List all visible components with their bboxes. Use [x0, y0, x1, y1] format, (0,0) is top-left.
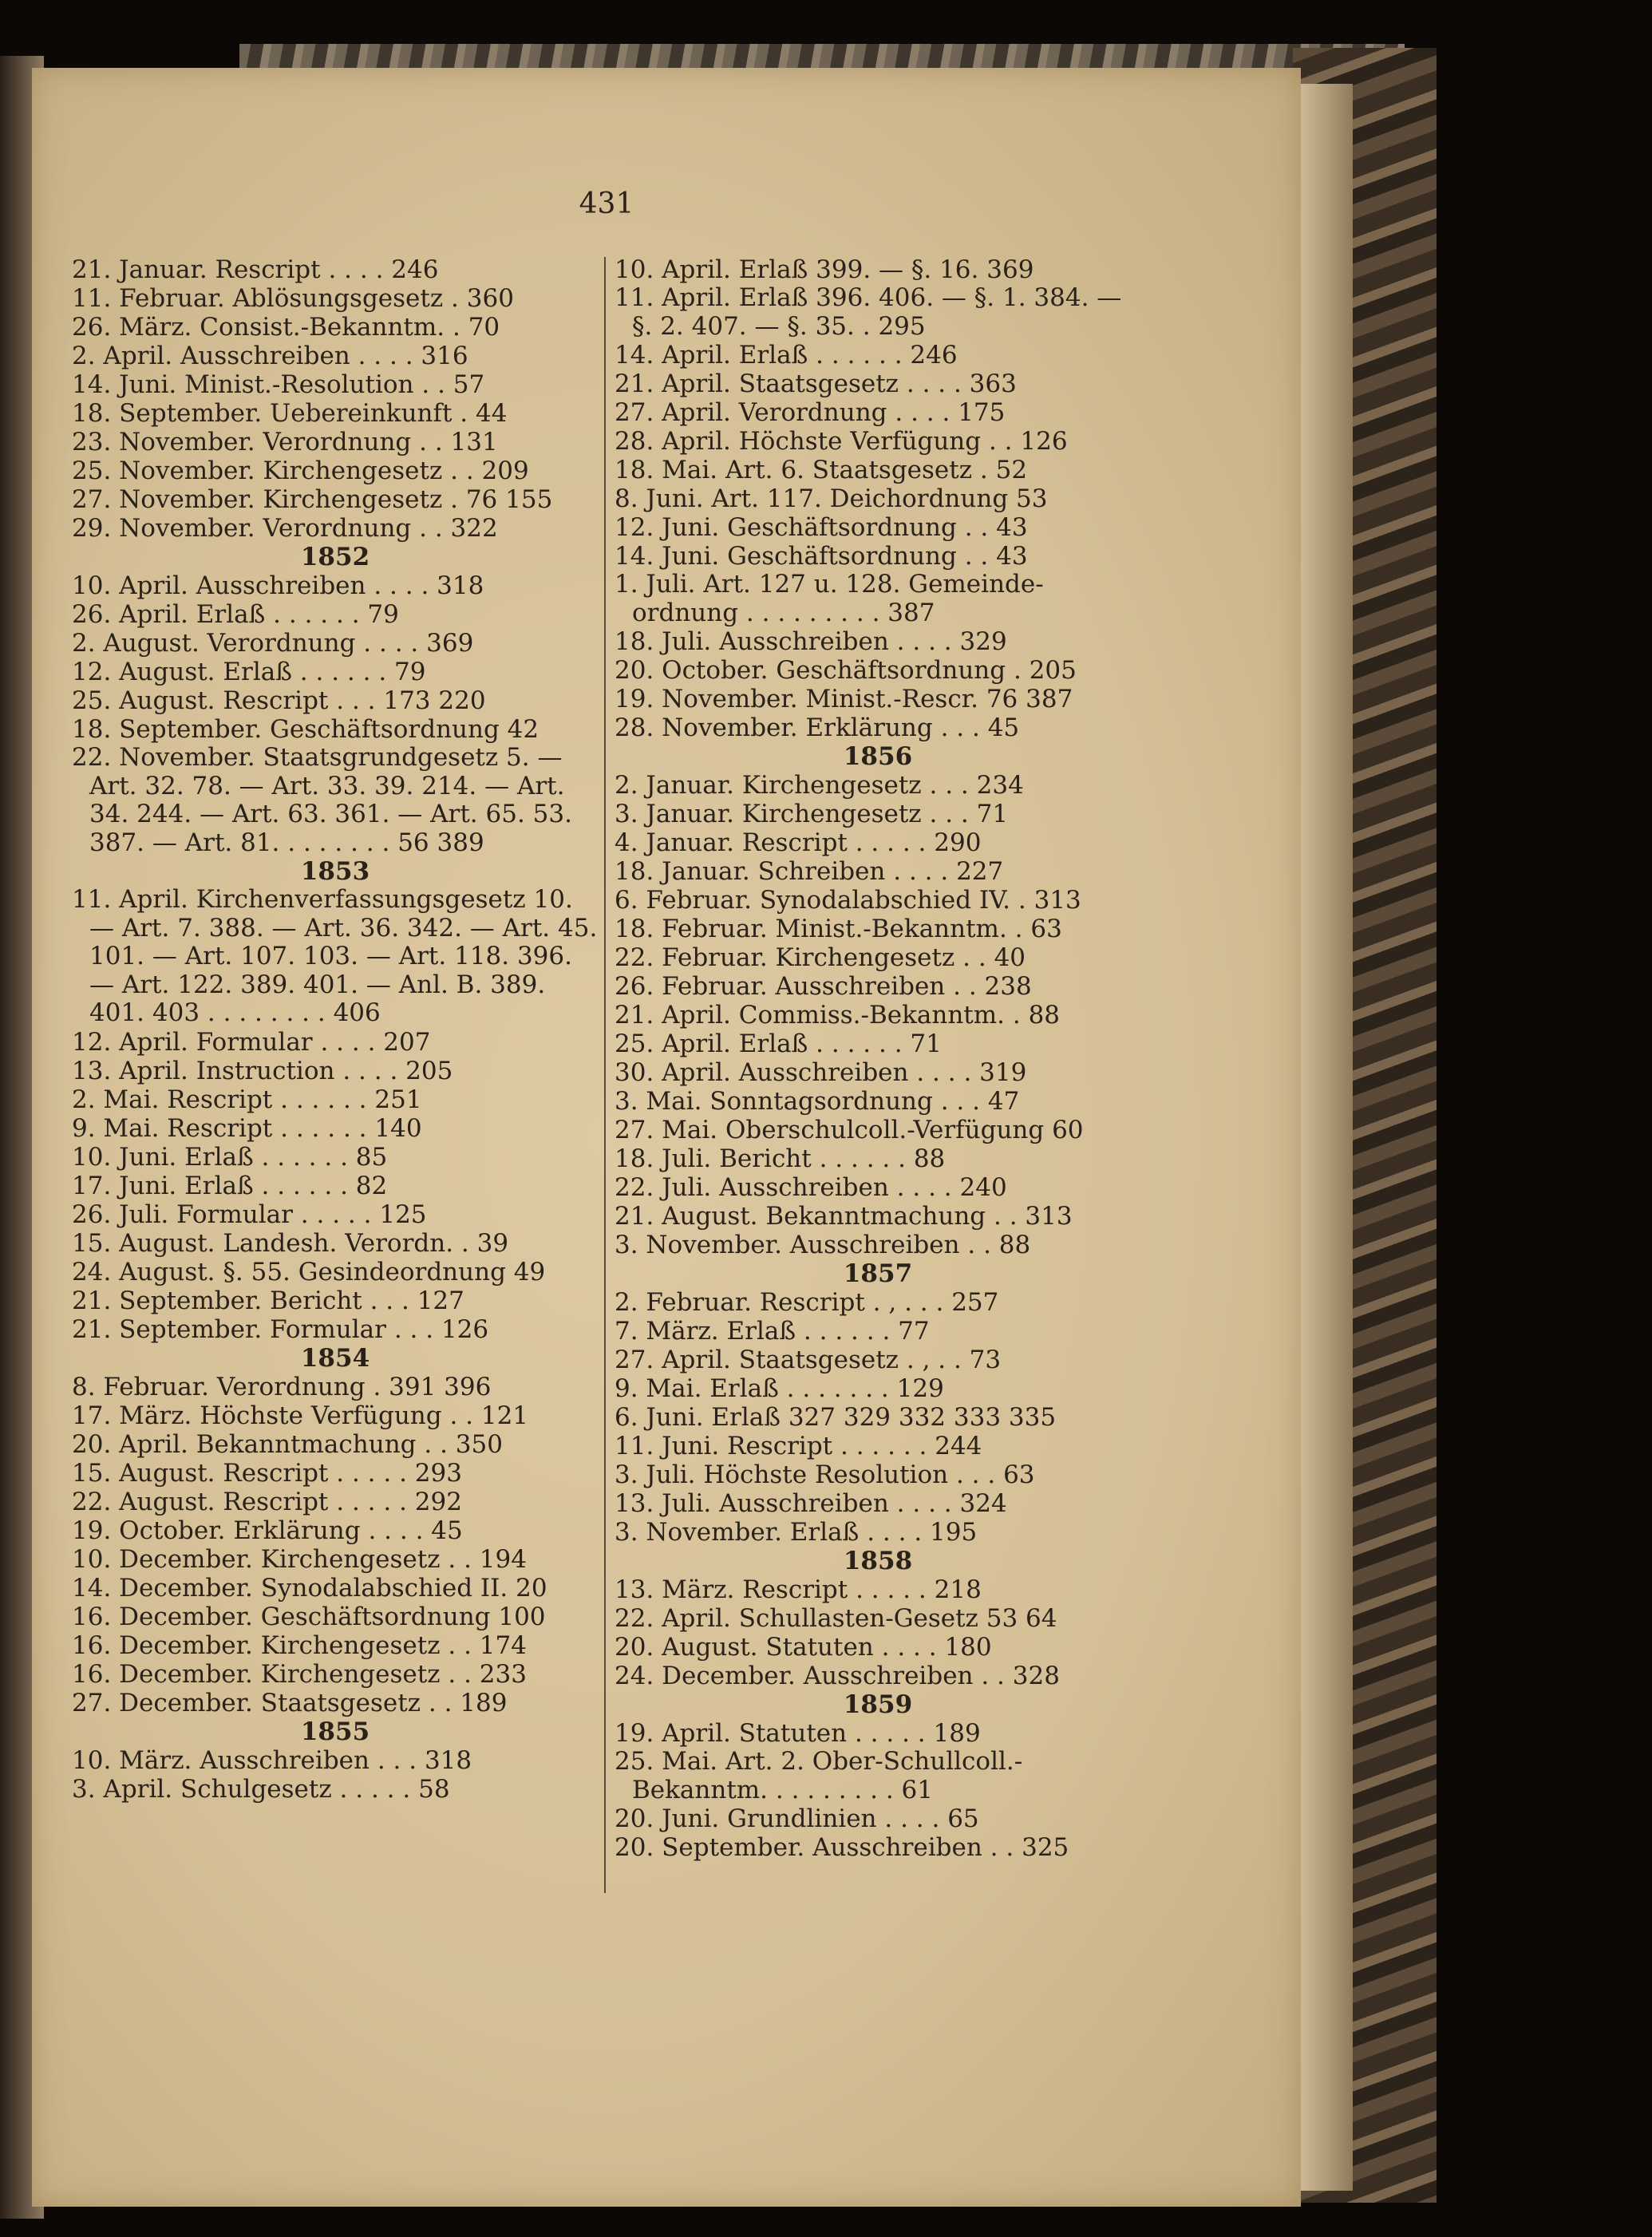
index-entry: 21. September. Formular . . . 126 — [72, 1314, 489, 1344]
year-heading: 1858 — [843, 1547, 913, 1575]
year-heading: 1853 — [300, 857, 370, 886]
index-entry: 10. December. Kirchengesetz . . 194 — [72, 1544, 527, 1574]
index-entry: 3. April. Schulgesetz . . . . . 58 — [72, 1774, 450, 1804]
index-entry: 27. December. Staatsgesetz . . 189 — [72, 1688, 508, 1717]
index-entry: 22. Juli. Ausschreiben . . . . 240 — [615, 1173, 1007, 1202]
index-entry: 7. März. Erlaß . . . . . . 77 — [615, 1317, 930, 1346]
year-heading: 1855 — [300, 1717, 370, 1746]
index-entry: 26. April. Erlaß . . . . . . 79 — [72, 600, 399, 629]
index-column-left — [72, 255, 599, 1804]
index-entry: 18. Januar. Schreiben . . . . 227 — [615, 857, 1004, 886]
index-entry: 10. März. Ausschreiben . . . 318 — [72, 1745, 472, 1775]
year-heading: 1857 — [843, 1259, 913, 1288]
year-heading: 1856 — [843, 742, 913, 771]
index-entry: 10. Juni. Erlaß . . . . . . 85 — [72, 1142, 388, 1172]
index-entry: 22. April. Schullasten-Gesetz 53 64 — [615, 1604, 1057, 1633]
index-entry: 11. April. Erlaß 396. 406. — §. 1. 384. — §. 2. 407. — §. 35. . 295 — [615, 284, 1122, 341]
index-entry: 10. April. Ausschreiben . . . . 318 — [72, 571, 484, 600]
index-entry: 20. April. Bekanntmachung . . 350 — [72, 1429, 503, 1459]
index-entry: 23. November. Verordnung . . 131 — [72, 428, 498, 456]
index-entry: 8. Juni. Art. 117. Deichordnung 53 — [615, 484, 1048, 513]
index-entry: 15. August. Rescript . . . . . 293 — [72, 1458, 462, 1488]
index-entry: 12. Juni. Geschäftsordnung . . 43 — [615, 513, 1028, 542]
index-entry: 21. April. Commiss.-Bekanntm. . 88 — [615, 1001, 1061, 1030]
year-heading: 1852 — [300, 543, 370, 571]
index-entry: 3. Januar. Kirchengesetz . . . 71 — [615, 800, 1009, 828]
year-heading: 1859 — [843, 1690, 913, 1719]
index-entry: 9. Mai. Rescript . . . . . . 140 — [72, 1113, 422, 1143]
index-entry: 27. November. Kirchengesetz . 76 155 — [72, 485, 553, 514]
index-entry: 14. December. Synodalabschied II. 20 — [72, 1573, 547, 1603]
index-entry: 17. März. Höchste Verfügung . . 121 — [72, 1401, 529, 1430]
index-entry: 20. August. Statuten . . . . 180 — [615, 1633, 992, 1662]
index-entry: 20. Juni. Grundlinien . . . . 65 — [615, 1804, 979, 1833]
index-entry: 26. Februar. Ausschreiben . . 238 — [615, 972, 1032, 1001]
index-entry: 18. Juli. Bericht . . . . . . 88 — [615, 1144, 946, 1173]
index-entry: 19. April. Statuten . . . . . 189 — [615, 1719, 981, 1748]
index-entry: 11. Februar. Ablösungsgesetz . 360 — [72, 284, 514, 313]
index-entry: 17. Juni. Erlaß . . . . . . 82 — [72, 1171, 388, 1200]
index-entry: 20. October. Geschäftsordnung . 205 — [615, 656, 1077, 685]
index-entry: 19. October. Erklärung . . . . 45 — [72, 1516, 463, 1545]
index-entry: 28. November. Erklärung . . . 45 — [615, 713, 1020, 742]
index-entry: 6. Juni. Erlaß 327 329 332 333 335 — [615, 1403, 1057, 1432]
index-entry: 18. September. Geschäftsordnung 42 — [72, 715, 539, 744]
index-entry: 10. April. Erlaß 399. — §. 16. 369 — [615, 255, 1034, 284]
index-entry: 26. März. Consist.-Bekanntm. . 70 — [72, 313, 500, 342]
index-entry: 16. December. Kirchengesetz . . 174 — [72, 1630, 527, 1660]
column-divider — [604, 257, 606, 1893]
index-entry: 2. Februar. Rescript . , . . . 257 — [615, 1288, 999, 1317]
index-entry: 18. September. Uebereinkunft . 44 — [72, 399, 508, 428]
index-entry: 24. December. Ausschreiben . . 328 — [615, 1662, 1060, 1690]
index-entry: 21. September. Bericht . . . 127 — [72, 1286, 464, 1315]
index-entry: 21. Januar. Rescript . . . . 246 — [72, 255, 439, 284]
index-entry: 12. August. Erlaß . . . . . . 79 — [72, 658, 426, 686]
index-entry: 27. April. Staatsgesetz . , . . 73 — [615, 1346, 1002, 1374]
index-entry: 18. Februar. Minist.-Bekanntm. . 63 — [615, 915, 1062, 943]
index-entry: 28. April. Höchste Verfügung . . 126 — [615, 427, 1068, 456]
index-entry: 14. April. Erlaß . . . . . . 246 — [615, 341, 958, 370]
index-entry: 26. Juli. Formular . . . . . 125 — [72, 1200, 427, 1229]
index-entry: 8. Februar. Verordnung . 391 396 — [72, 1372, 492, 1401]
page-number: 431 — [579, 188, 634, 220]
index-entry: 27. Mai. Oberschulcoll.-Verfügung 60 — [615, 1116, 1084, 1144]
index-entry: 30. April. Ausschreiben . . . . 319 — [615, 1058, 1027, 1087]
index-entry: 27. April. Verordnung . . . . 175 — [615, 398, 1006, 427]
index-entry: 11. April. Kirchenverfassungsgesetz 10. — Art. 7. 388. — Art. 36. 342. — Art. 45. 101. — Art. 107. 103. — Art. 118. 396. — Art. 122. 389. 401. — Anl. B. 389. 401. 403 . . . . . . . . 406 — [72, 886, 598, 1027]
index-entry: 2. April. Ausschreiben . . . . 316 — [72, 342, 468, 370]
index-entry: 29. November. Verordnung . . 322 — [72, 514, 498, 543]
index-entry: 22. November. Staatsgrundgesetz 5. — Art. 32. 78. — Art. 33. 39. 214. — Art. 34. 244. — Art. 63. 361. — Art. 65. 53. 387. — Art. 81. . . . . . . . 56 389 — [72, 744, 572, 857]
index-entry: 11. Juni. Rescript . . . . . . 244 — [615, 1432, 982, 1460]
index-entry: 14. Juni. Geschäftsordnung . . 43 — [615, 542, 1028, 571]
index-entry: 25. November. Kirchengesetz . . 209 — [72, 456, 529, 485]
index-entry: 3. November. Ausschreiben . . 88 — [615, 1231, 1031, 1259]
index-entry: 14. Juni. Minist.-Resolution . . 57 — [72, 370, 485, 399]
index-entry: 21. August. Bekanntmachung . . 313 — [615, 1202, 1073, 1231]
index-entry: 21. April. Staatsgesetz . . . . 363 — [615, 370, 1017, 398]
index-entry: 3. November. Erlaß . . . . 195 — [615, 1518, 978, 1547]
index-entry: 9. Mai. Erlaß . . . . . . . 129 — [615, 1374, 944, 1403]
index-entry: 12. April. Formular . . . . 207 — [72, 1027, 431, 1057]
year-heading: 1854 — [300, 1343, 370, 1373]
index-entry: 20. September. Ausschreiben . . 325 — [615, 1833, 1069, 1862]
index-entry: 16. December. Kirchengesetz . . 233 — [72, 1659, 527, 1689]
index-column-right — [615, 255, 1141, 1862]
index-entry: 13. Juli. Ausschreiben . . . . 324 — [615, 1489, 1007, 1518]
index-entry: 1. Juli. Art. 127 u. 128. Gemeinde-ordnung . . . . . . . . . 387 — [615, 571, 1044, 627]
index-entry: 4. Januar. Rescript . . . . . 290 — [615, 828, 982, 857]
index-entry: 16. December. Geschäftsordnung 100 — [72, 1602, 546, 1631]
index-entry: 18. Juli. Ausschreiben . . . . 329 — [615, 627, 1007, 656]
index-entry: 22. August. Rescript . . . . . 292 — [72, 1487, 462, 1516]
index-entry: 2. August. Verordnung . . . . 369 — [72, 629, 474, 658]
index-entry: 25. August. Rescript . . . 173 220 — [72, 686, 486, 715]
index-entry: 18. Mai. Art. 6. Staatsgesetz . 52 — [615, 456, 1028, 484]
index-entry: 6. Februar. Synodalabschied IV. . 313 — [615, 886, 1081, 915]
index-entry: 2. Mai. Rescript . . . . . . 251 — [72, 1085, 422, 1114]
index-entry: 22. Februar. Kirchengesetz . . 40 — [615, 943, 1026, 972]
index-entry: 3. Mai. Sonntagsordnung . . . 47 — [615, 1087, 1020, 1116]
index-entry: 13. März. Rescript . . . . . 218 — [615, 1575, 982, 1604]
index-entry: 19. November. Minist.-Rescr. 76 387 — [615, 685, 1073, 713]
index-entry: 25. April. Erlaß . . . . . . 71 — [615, 1030, 942, 1058]
index-entry: 25. Mai. Art. 2. Ober-Schullcoll.-Bekanntm. . . . . . . . . 61 — [615, 1748, 1023, 1804]
index-entry: 3. Juli. Höchste Resolution . . . 63 — [615, 1460, 1035, 1489]
index-entry: 13. April. Instruction . . . . 205 — [72, 1056, 453, 1085]
index-entry: 15. August. Landesh. Verordn. . 39 — [72, 1228, 509, 1258]
index-entry: 24. August. §. 55. Gesindeordnung 49 — [72, 1257, 546, 1286]
index-entry: 2. Januar. Kirchengesetz . . . 234 — [615, 771, 1024, 800]
